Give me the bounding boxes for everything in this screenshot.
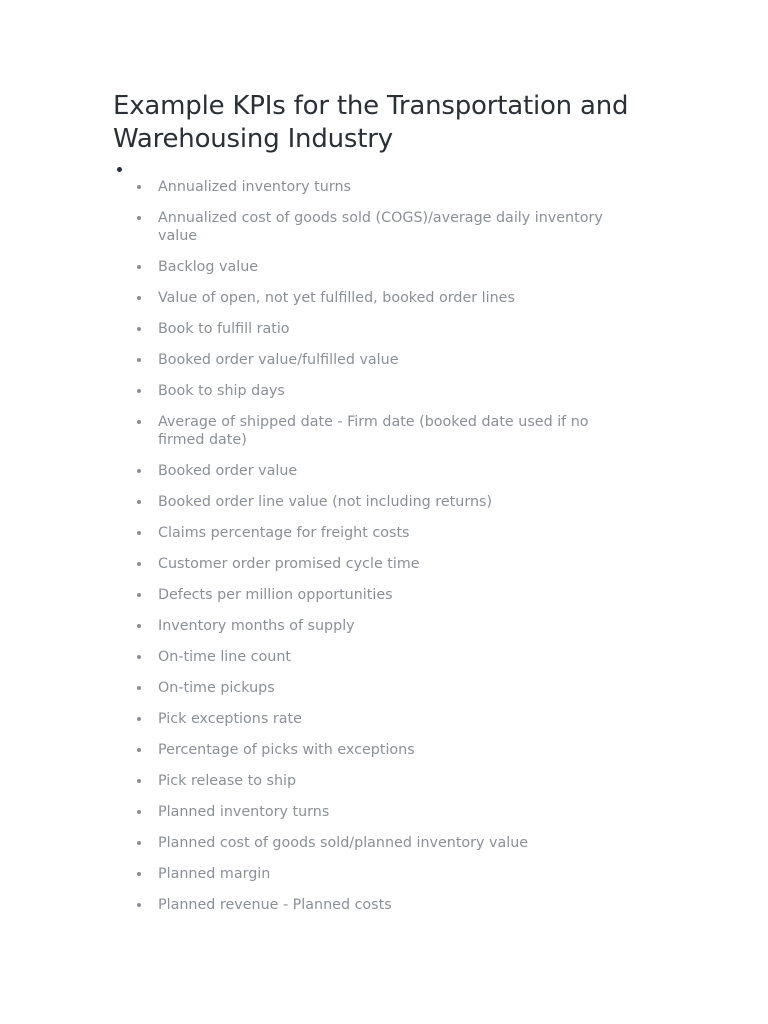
kpi-list-item: Booked order value/fulfilled value [158,351,638,369]
kpi-list-item: Value of open, not yet fulfilled, booked order lines [158,289,638,307]
outer-list-item [113,158,673,178]
kpi-list-item: Booked order line value (not including returns) [158,493,638,511]
kpi-list-item: Percentage of picks with exceptions [158,741,638,759]
kpi-list-item: Book to ship days [158,382,638,400]
kpi-list-item: Annualized cost of goods sold (COGS)/average daily inventory value [158,209,638,245]
outer-list [113,158,673,178]
kpi-list-item: Backlog value [158,258,638,276]
kpi-list-item: Planned cost of goods sold/planned inventory value [158,834,638,852]
kpi-list-item: Book to fulfill ratio [158,320,638,338]
kpi-list-item: Booked order value [158,462,638,480]
page-title: Example KPIs for the Transportation and Warehousing Industry [113,91,629,154]
kpi-list-item: Claims percentage for freight costs [158,524,638,542]
kpi-list-item: Planned margin [158,865,638,883]
bullet-icon [117,167,122,172]
kpi-list-item: Inventory months of supply [158,617,638,635]
kpi-list-item: Planned inventory turns [158,803,638,821]
kpi-list [113,178,673,914]
kpi-list-item: Pick release to ship [158,772,638,790]
kpi-list-item: Average of shipped date - Firm date (booked date used if no firmed date) [158,413,638,449]
kpi-list-item: Defects per million opportunities [158,586,638,604]
document-page [113,90,673,927]
kpi-list-item: On-time line count [158,648,638,666]
kpi-list-item: Annualized inventory turns [158,178,638,196]
kpi-list-item: Pick exceptions rate [158,710,638,728]
kpi-list-item: Customer order promised cycle time [158,555,638,573]
kpi-list-item: Planned revenue - Planned costs [158,896,638,914]
kpi-list-item: On-time pickups [158,679,638,697]
